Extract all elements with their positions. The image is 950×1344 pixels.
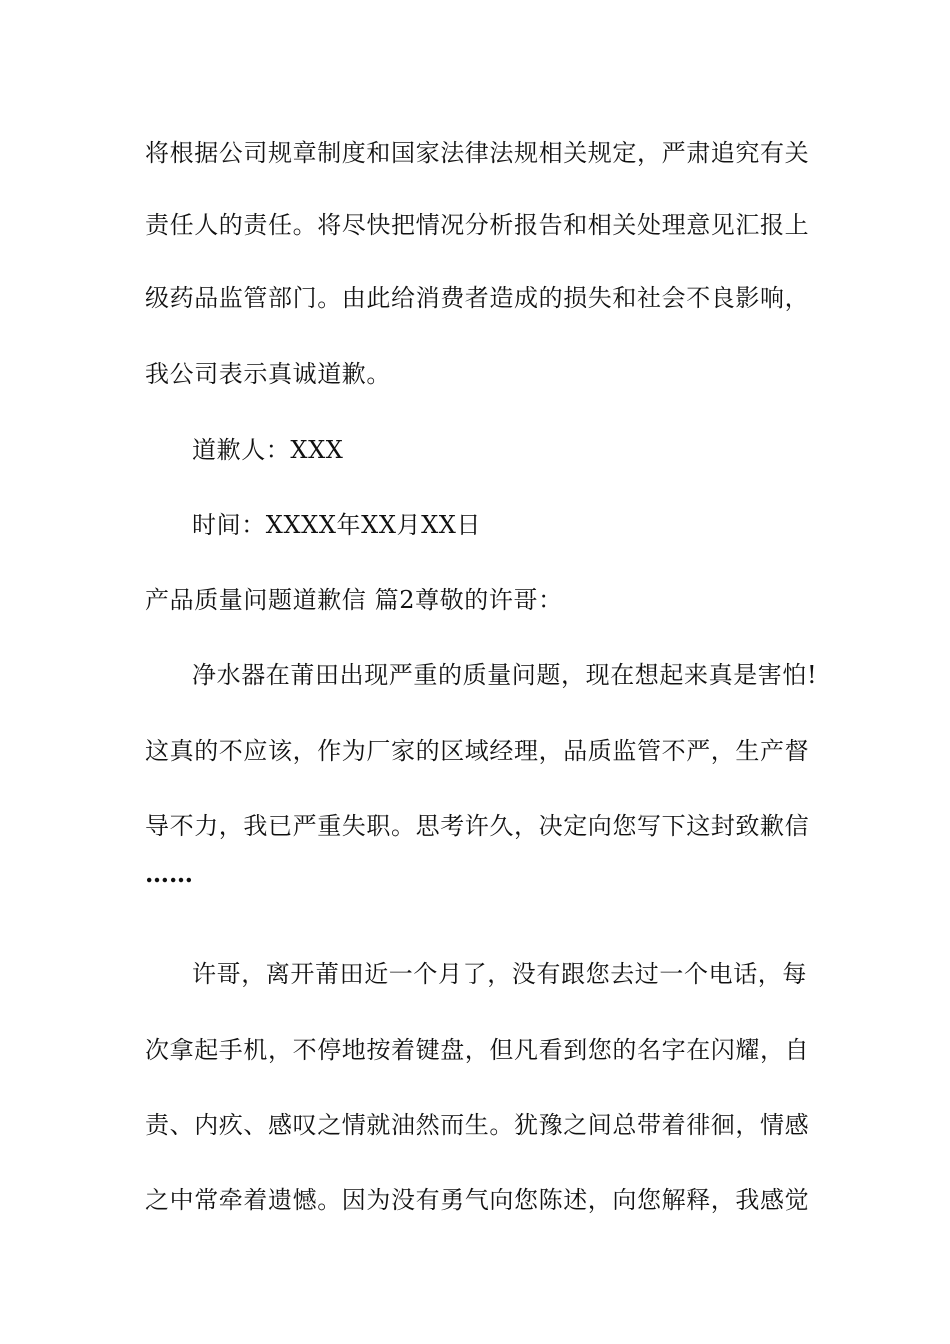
body-text-line: 次拿起手机，不停地按着键盘，但凡看到您的名字在闪耀，自 xyxy=(145,1036,810,1064)
signature-line: 道歉人：XXX xyxy=(192,436,344,464)
body-text-line: 这真的不应该，作为厂家的区域经理，品质监管不严，生产督 xyxy=(145,737,810,765)
body-text-line: 将根据公司规章制度和国家法律法规相关规定，严肃追究有关 xyxy=(145,139,810,167)
body-text-line: 级药品监管部门。由此给消费者造成的损失和社会不良影响， xyxy=(145,284,810,312)
body-text-line: 许哥，离开莆田近一个月了，没有跟您去过一个电话，每 xyxy=(192,960,807,988)
body-text-line: 净水器在莆田出现严重的质量问题，现在想起来真是害怕! xyxy=(192,661,818,689)
date-line: 时间：XXXX年XX月XX日 xyxy=(192,511,482,539)
section-heading: 产品质量问题道歉信 篇2尊敬的许哥： xyxy=(145,586,563,614)
body-text-line: 责、内疚、感叹之情就油然而生。犹豫之间总带着徘徊，情感 xyxy=(145,1111,810,1139)
ellipsis-line: …… xyxy=(145,859,193,888)
body-text-line: 我公司表示真诚道歉。 xyxy=(145,360,391,388)
body-text-line: 之中常牵着遗憾。因为没有勇气向您陈述，向您解释，我感觉 xyxy=(145,1186,810,1214)
body-text-line: 导不力，我已严重失职。思考许久，决定向您写下这封致歉信 xyxy=(145,812,810,840)
body-text-line: 责任人的责任。将尽快把情况分析报告和相关处理意见汇报上 xyxy=(145,211,810,239)
